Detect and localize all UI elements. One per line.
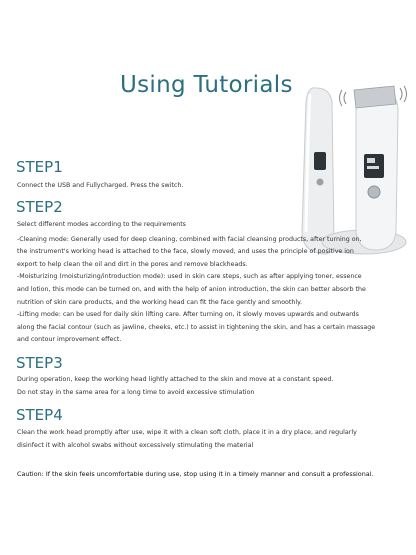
step1-heading: STEP1 xyxy=(16,158,63,176)
step3-heading: STEP3 xyxy=(16,354,63,372)
caution-note: Caution: If the skin feels uncomfortable during use, stop using it in a timely manner and consult a professional. xyxy=(17,470,374,478)
left-screen xyxy=(314,152,326,170)
step2-heading: STEP2 xyxy=(16,198,63,216)
step2-text: Select different modes according to the requirements -Cleaning mode: Generally used for deep cleaning, combined with facial cleansing products, after turning on, the instrument's working head is attached to the face, slowly moved, and uses the principle of positive ion export to help clean the oil and dirt in the pores and remove blackheads. -Moisturizing (moisturizing/introduction mode): used in skin care steps, such as after applying toner, essence and lotion, this mode can be turned on, and with the help of anion introduction, the skin can better absorb the nutrition of skin care products, and the working head can fit the face gently and smoothly. -Lifting mode: can be used for daily skin lifting care. After turning on, it slowly moves upwards and outwards along the facial contour (such as jawline, cheeks, etc.) to assist in tightening the skin, and has a certain massage and contour improvement effect. xyxy=(17,221,376,344)
step4-text: Clean the work head promptly after use, wipe it with a clean soft cloth, place it in a dry place, and regularly disinfect it with alcohol swabs without excessively stimulating the material xyxy=(17,429,357,449)
step1-text: Connect the USB and Fullycharged. Press the switch. xyxy=(17,182,184,189)
step4-heading: STEP4 xyxy=(16,406,63,424)
step3-text: During operation, keep the working head lightly attached to the skin and move at a constant speed. Do not stay in the same area for a long time to avoid excessive stimulation xyxy=(17,376,334,396)
page-title: Using Tutorials xyxy=(120,72,293,98)
metal-spatula-head xyxy=(354,86,396,108)
